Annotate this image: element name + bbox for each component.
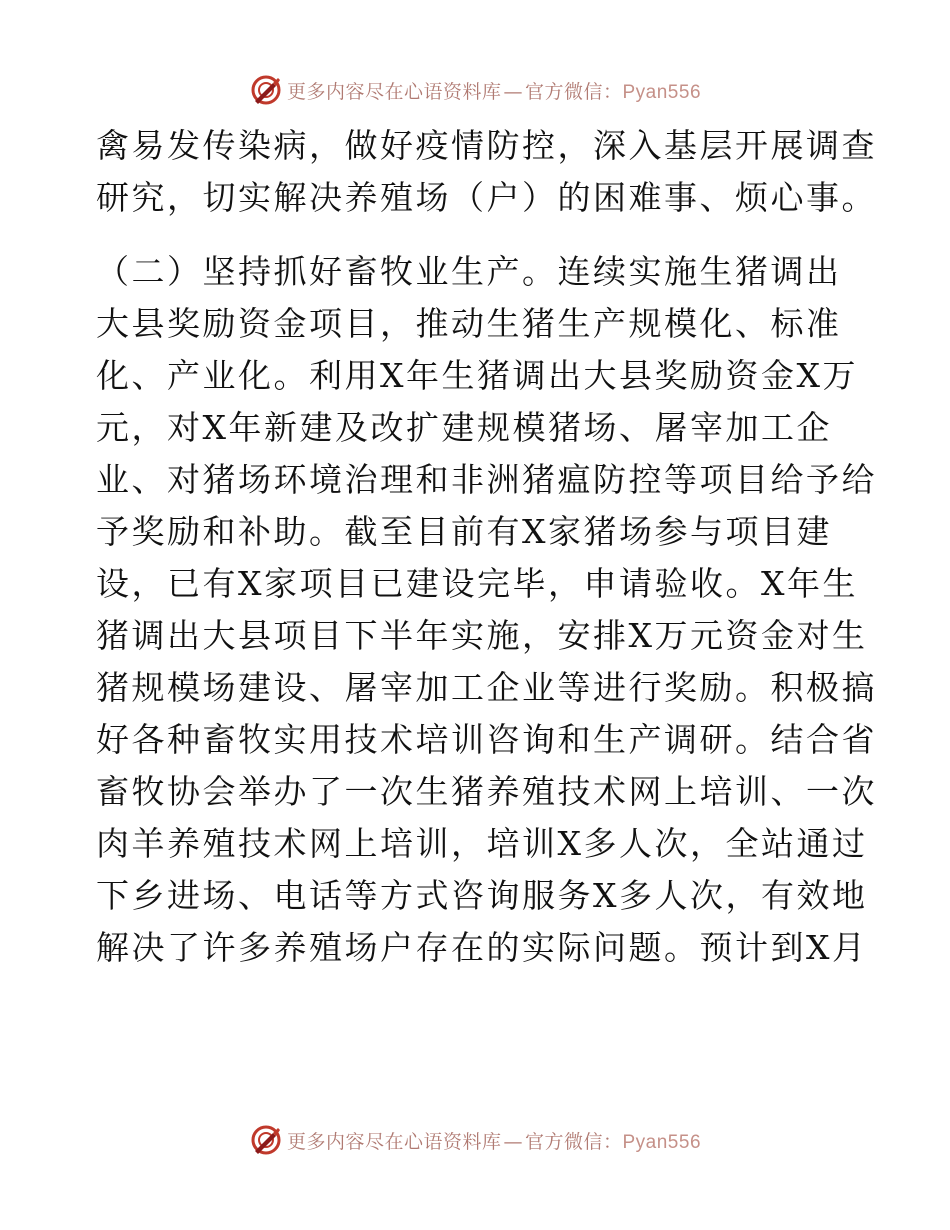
- paragraph-2: [96, 246, 877, 974]
- text-line: 大县奖励资金项目，推动生猪生产规模化、标准: [96, 304, 842, 343]
- text-line: 元，对X年新建及改扩建规模猪场、屠宰加工企: [96, 408, 832, 447]
- text-line: 研究，切实解决养殖场（户）的困难事、烦心事。: [96, 178, 877, 217]
- text-line: 化、产业化。利用X年生猪调出大县奖励资金X万: [96, 356, 858, 395]
- text-line: 猪调出大县项目下半年实施，安排X万元资金对生: [96, 616, 868, 655]
- header-wechat-label: 官方微信：: [524, 80, 623, 103]
- footer-separator: —: [503, 1130, 523, 1153]
- text-line: 好各种畜牧实用技术培训咨询和生产调研。结合省: [96, 720, 877, 759]
- text-line: 解决了许多养殖场户存在的实际问题。预计到X月: [96, 928, 868, 967]
- footer-banner: [0, 1120, 950, 1160]
- header-wechat-id: Pyan556: [622, 81, 702, 103]
- text-line: （二）坚持抓好畜牧业生产。连续实施生猪调出: [96, 252, 842, 291]
- text-line: 禽易发传染病，做好疫情防控，深入基层开展调查: [96, 126, 877, 165]
- document-body: [96, 120, 877, 974]
- footer-wechat-id: Pyan556: [622, 1131, 702, 1153]
- text-line: 猪规模场建设、屠宰加工企业等进行奖励。积极搞: [96, 668, 877, 707]
- footer-text: [287, 1127, 701, 1154]
- header-separator: —: [503, 80, 523, 103]
- footer-wechat-label: 官方微信：: [524, 1130, 623, 1153]
- header-text-main: 更多内容尽在心语资料库: [286, 80, 502, 103]
- document-seal-icon: [249, 73, 283, 107]
- header-banner: [0, 70, 950, 110]
- text-line: 予奖励和补助。截至目前有X家猪场参与项目建: [96, 512, 832, 551]
- header-text: [287, 77, 701, 104]
- text-line: 肉羊养殖技术网上培训，培训X多人次，全站通过: [96, 824, 868, 863]
- document-seal-icon: [249, 1123, 283, 1157]
- paragraph-1: [96, 120, 877, 224]
- text-line: 畜牧协会举办了一次生猪养殖技术网上培训、一次: [96, 772, 877, 811]
- footer-text-main: 更多内容尽在心语资料库: [286, 1130, 502, 1153]
- text-line: 下乡进场、电话等方式咨询服务X多人次，有效地: [96, 876, 868, 915]
- text-line: 设，已有X家项目已建设完毕，申请验收。X年生: [96, 564, 858, 603]
- text-line: 业、对猪场环境治理和非洲猪瘟防控等项目给予给: [96, 460, 877, 499]
